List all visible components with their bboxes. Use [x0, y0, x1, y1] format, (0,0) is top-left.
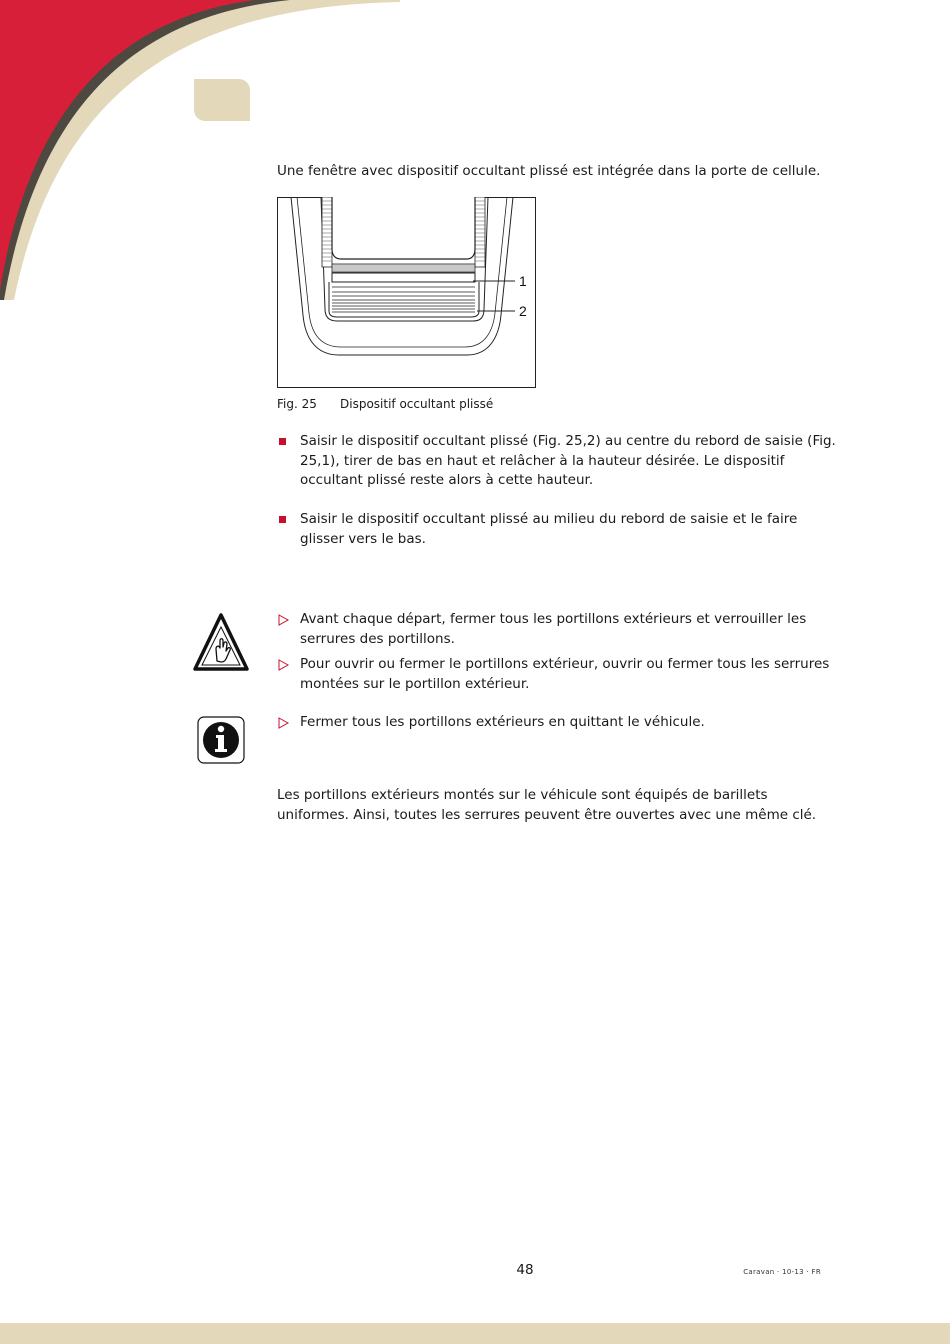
- figure-caption: [277, 396, 493, 412]
- figure-pleated-blind: [277, 197, 536, 388]
- document-reference: Caravan · 10-13 · FR: [743, 1268, 821, 1276]
- info-icon: [197, 716, 245, 764]
- figure-title: Dispositif occultant plissé: [340, 397, 494, 411]
- callout-2: 2: [519, 303, 527, 319]
- warning-hand-icon: [193, 613, 249, 671]
- warning-item: Pour ouvrir ou fermer le portillons extérieur, ouvrir ou fermer tous les serrures montées sur le portillon extérieur.: [277, 655, 837, 694]
- info-item: Fermer tous les portillons extérieurs en quittant le véhicule.: [277, 713, 837, 733]
- footer-band: [0, 1323, 950, 1344]
- locks-paragraph: Les portillons extérieurs montés sur le véhicule sont équipés de barillets uniformes. Ainsi, toutes les serrures peuvent être ouvertes avec une même clé.: [277, 787, 817, 823]
- warning-item: Avant chaque départ, fermer tous les portillons extérieurs et verrouiller les serrures des portillons.: [277, 610, 837, 649]
- instruction-item: Saisir le dispositif occultant plissé au milieu du rebord de saisie et le faire glisser vers le bas.: [277, 510, 837, 549]
- figure-number: Fig. 25: [277, 397, 317, 411]
- page-number: 48: [516, 1262, 534, 1278]
- intro-paragraph: Une fenêtre avec dispositif occultant plissé est intégrée dans la porte de cellule.: [277, 163, 821, 179]
- chapter-tab: [194, 79, 250, 121]
- instruction-item: Saisir le dispositif occultant plissé (Fig. 25,2) au centre du rebord de saisie (Fig. 25,1), tirer de bas en haut et relâcher à la hauteur désirée. Le dispositif occultant plissé reste alors à cette hauteur.: [277, 432, 837, 491]
- callout-1: 1: [519, 273, 527, 289]
